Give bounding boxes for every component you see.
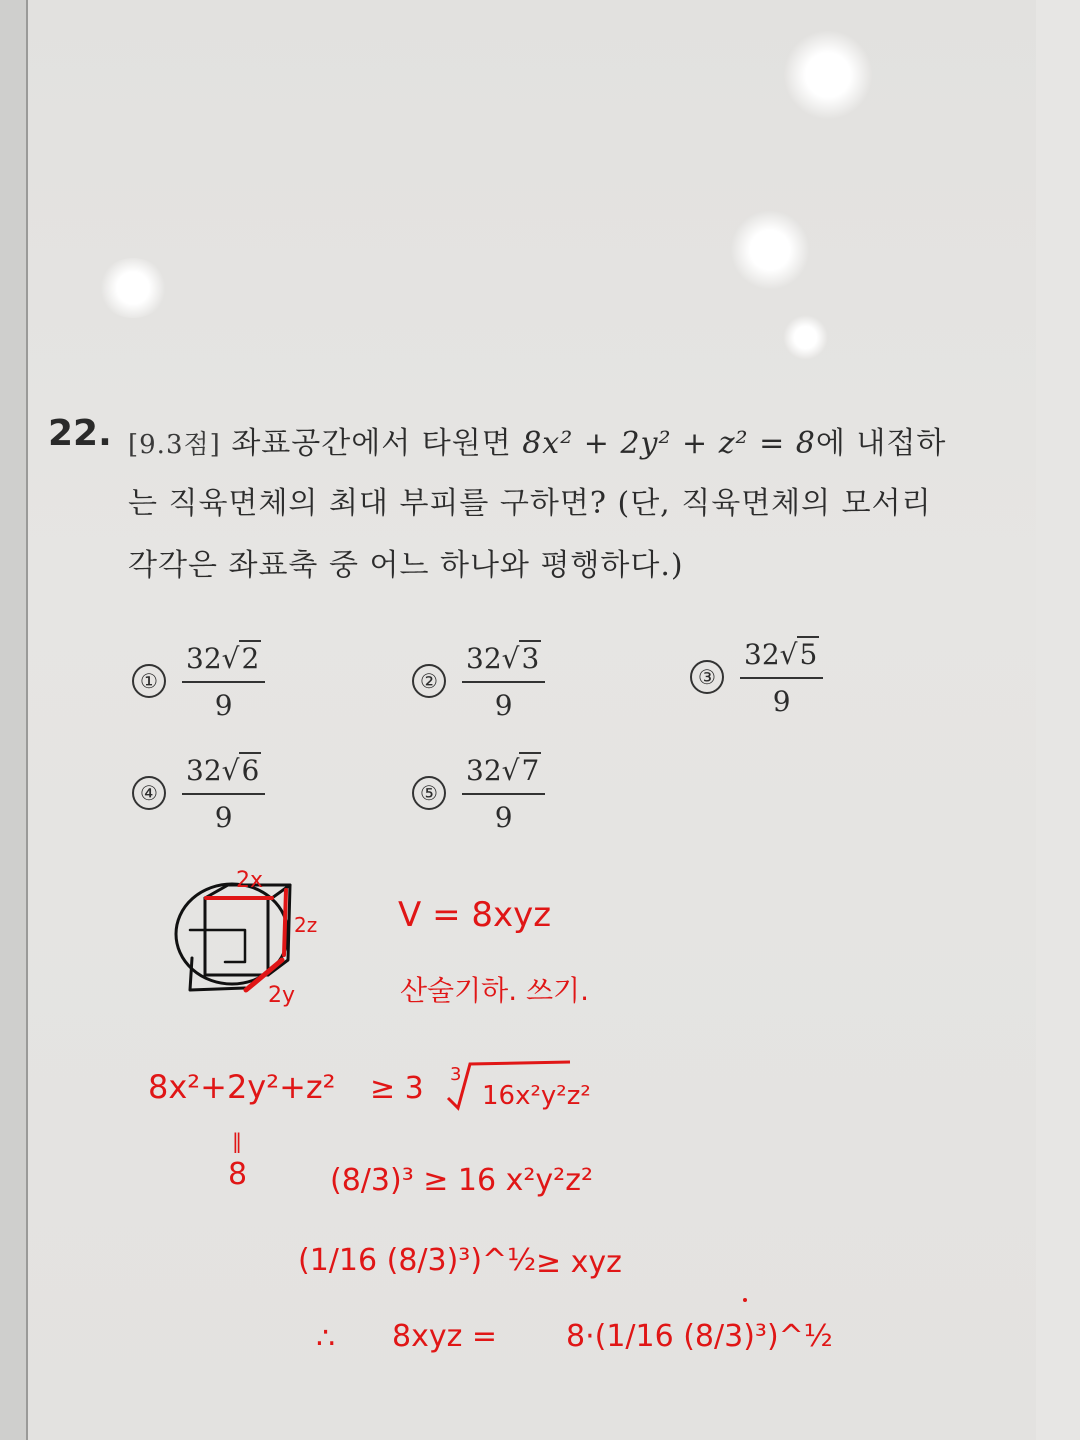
- final-rhs: 8·(1/16 (8/3)³)^½: [566, 1319, 833, 1354]
- choice-fraction: $\frac{32√6}{9}$: [182, 752, 265, 834]
- sketch-label-top: 2x: [236, 868, 264, 893]
- choice-number: ④: [132, 776, 166, 810]
- step-three-lhs: (1/16 (8/3)³)^½: [298, 1243, 537, 1278]
- inequality-radicand: 16x²y²z²: [482, 1081, 591, 1111]
- question-line-2: 는 직육면체의 최대 부피를 구하면? (단, 직육면체의 모서리: [128, 486, 932, 521]
- inequality-lhs: 8x²+2y²+z²: [148, 1068, 336, 1106]
- sketch-label-bottom: 2y: [268, 983, 296, 1008]
- equals-eight: 8: [228, 1157, 248, 1192]
- volume-formula: V = 8xyz: [398, 895, 552, 935]
- choice-fraction: $\frac{32√5}{9}$: [740, 636, 823, 718]
- question-line-3: 각각은 좌표축 중 어느 하나와 평행하다.): [128, 548, 684, 583]
- choice-number: ②: [412, 664, 446, 698]
- question-text: 좌표공간에서 타원면: [231, 426, 512, 461]
- final-lhs: 8xyz =: [392, 1319, 498, 1354]
- ellipsoid-box-sketch: [176, 884, 290, 990]
- choice-fraction: $\frac{32√2}{9}$: [182, 640, 265, 722]
- method-note: 산술기하. 쓰기.: [400, 974, 589, 1007]
- step-three-rhs: ≥ xyz: [536, 1245, 622, 1280]
- inequality-mid: ≥ 3: [370, 1071, 424, 1106]
- choice-number: ①: [132, 664, 166, 698]
- step-two: (8/3)³ ≥ 16 x²y²z²: [330, 1163, 593, 1198]
- equals-mark: ‖: [232, 1129, 242, 1153]
- choice-fraction: $\frac{32√3}{9}$: [462, 640, 545, 722]
- question-text: 에 내접하: [815, 426, 947, 461]
- therefore-symbol: ∴: [316, 1321, 336, 1356]
- question-number: 22.: [48, 413, 112, 454]
- choice-number: ③: [690, 660, 724, 694]
- sketch-label-right: 2z: [294, 913, 318, 937]
- choice-fraction: $\frac{32√7}{9}$: [462, 752, 545, 834]
- choice-number: ⑤: [412, 776, 446, 810]
- points-label: [9.3점]: [128, 430, 221, 460]
- stray-dot: [743, 1298, 747, 1302]
- root-index: 3: [450, 1064, 462, 1085]
- ellipsoid-equation: 8x² + 2y² + z² = 8: [522, 426, 816, 461]
